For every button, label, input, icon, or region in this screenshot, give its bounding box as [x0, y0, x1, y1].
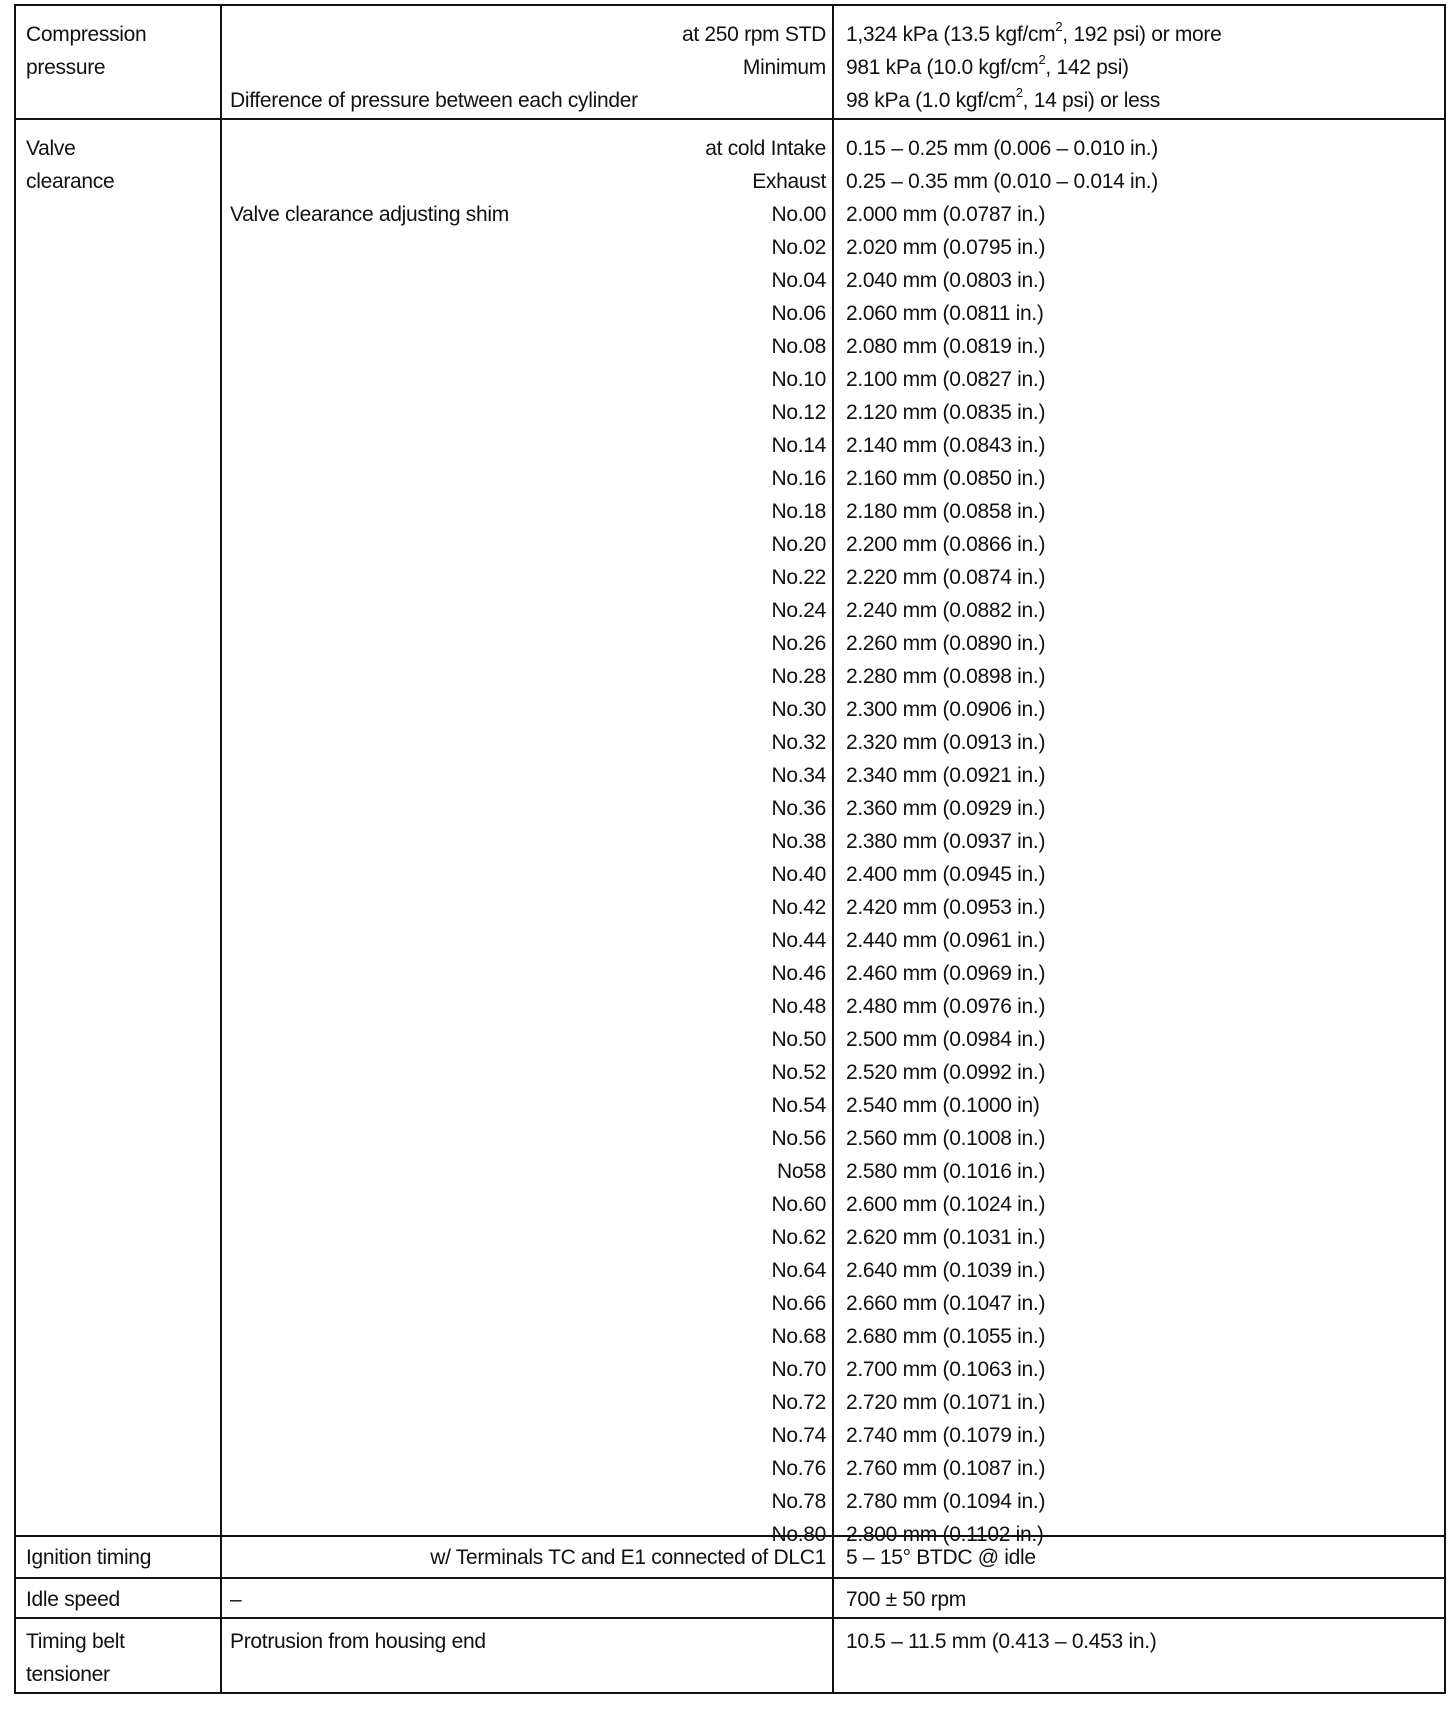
condition-right: No.42 [771, 896, 826, 919]
spec-value: 2.680 mm (0.1055 in.) [846, 1325, 1046, 1348]
condition-left: Valve clearance adjusting shim [230, 203, 509, 226]
condition-column [230, 1583, 826, 1616]
condition-column [230, 132, 826, 1551]
superscript: 2 [1015, 85, 1023, 100]
condition-row [230, 132, 826, 165]
condition-row [230, 891, 826, 924]
item-label [26, 1625, 216, 1691]
condition-row [230, 1583, 826, 1616]
condition-right: No.40 [771, 863, 826, 886]
spec-value: 2.100 mm (0.0827 in.) [846, 368, 1046, 391]
condition-row [230, 1188, 826, 1221]
condition-right: No.74 [771, 1424, 826, 1447]
condition-right: No.30 [771, 698, 826, 721]
condition-right: Minimum [742, 56, 826, 79]
condition-row [230, 1287, 826, 1320]
condition-row [230, 1023, 826, 1056]
spec-value: 2.800 mm (0.1102 in.) [846, 1523, 1044, 1546]
condition-row [230, 1452, 826, 1485]
condition-right: No.16 [771, 467, 826, 490]
spec-value: 2.140 mm (0.0843 in.) [846, 434, 1046, 457]
spec-value: 10.5 – 11.5 mm (0.413 – 0.453 in.) [846, 1630, 1157, 1653]
condition-right: No.14 [771, 434, 826, 457]
condition-right: No.56 [771, 1127, 826, 1150]
condition-row [230, 924, 826, 957]
condition-right: No.76 [771, 1457, 826, 1480]
condition-left: – [230, 1588, 242, 1611]
condition-row [230, 1353, 826, 1386]
condition-left: Difference of pressure between each cylinder [230, 89, 638, 112]
spec-value-text: , 192 psi) or more [1062, 23, 1222, 46]
spec-value: 5 – 15° BTDC @ idle [846, 1546, 1036, 1569]
spec-value: 2.120 mm (0.0835 in.) [846, 401, 1046, 424]
superscript: 2 [1055, 19, 1063, 34]
condition-right: No.18 [771, 500, 826, 523]
spec-value: 2.180 mm (0.0858 in.) [846, 500, 1046, 523]
section-timing-belt-tensioner [16, 1619, 1444, 1694]
item-label-line: Compression [26, 23, 147, 46]
condition-right: No.78 [771, 1490, 826, 1513]
condition-right: No.44 [771, 929, 826, 952]
condition-right: No.48 [771, 995, 826, 1018]
spec-value: 2.220 mm (0.0874 in.) [846, 566, 1046, 589]
condition-right: No.46 [771, 962, 826, 985]
condition-row [230, 660, 826, 693]
condition-row [230, 528, 826, 561]
item-label-line: Timing belt [26, 1630, 125, 1653]
spec-value-text: 98 kPa (1.0 kgf/cm [846, 89, 1016, 112]
condition-row [230, 264, 826, 297]
spec-value: 2.560 mm (0.1008 in.) [846, 1127, 1046, 1150]
spec-value: 2.200 mm (0.0866 in.) [846, 533, 1046, 556]
condition-row [230, 18, 826, 51]
condition-row [230, 1485, 826, 1518]
condition-right: No.70 [771, 1358, 826, 1381]
spec-value [846, 84, 1436, 117]
condition-row [230, 1541, 826, 1574]
condition-right: No.00 [771, 203, 826, 226]
condition-row [230, 363, 826, 396]
spec-value [846, 51, 1436, 84]
condition-column [230, 1541, 826, 1574]
condition-row [230, 1254, 826, 1287]
spec-value: 2.320 mm (0.0913 in.) [846, 731, 1046, 754]
condition-row [230, 84, 826, 117]
condition-row [230, 330, 826, 363]
condition-right: No.10 [771, 368, 826, 391]
condition-right: No.54 [771, 1094, 826, 1117]
spec-table [14, 4, 1446, 1694]
condition-right: at cold Intake [705, 137, 826, 160]
spec-value: 0.25 – 0.35 mm (0.010 – 0.014 in.) [846, 170, 1158, 193]
condition-right: No.60 [771, 1193, 826, 1216]
spec-value: 2.360 mm (0.0929 in.) [846, 797, 1046, 820]
spec-value: 2.080 mm (0.0819 in.) [846, 335, 1046, 358]
condition-row [230, 627, 826, 660]
spec-value: 2.440 mm (0.0961 in.) [846, 929, 1046, 952]
spec-value-text: , 14 psi) or less [1022, 89, 1160, 112]
condition-row [230, 594, 826, 627]
condition-right: No.24 [771, 599, 826, 622]
spec-value: 2.060 mm (0.0811 in.) [846, 302, 1044, 325]
spec-value: 2.000 mm (0.0787 in.) [846, 203, 1046, 226]
condition-row [230, 792, 826, 825]
spec-value: 2.640 mm (0.1039 in.) [846, 1259, 1046, 1282]
condition-row [230, 1625, 826, 1658]
condition-right: No.08 [771, 335, 826, 358]
item-label [26, 1541, 216, 1574]
condition-row [230, 1155, 826, 1188]
condition-right: No.02 [771, 236, 826, 259]
item-label-line: Idle speed [26, 1588, 120, 1611]
condition-right: No.28 [771, 665, 826, 688]
section-valve-clearance [16, 120, 1444, 1546]
spec-value: 2.600 mm (0.1024 in.) [846, 1193, 1046, 1216]
spec-value-text: 981 kPa (10.0 kgf/cm [846, 56, 1039, 79]
condition-column [230, 18, 826, 117]
condition-row [230, 1386, 826, 1419]
spec-value: 2.380 mm (0.0937 in.) [846, 830, 1046, 853]
condition-row [230, 297, 826, 330]
condition-right: No.80 [771, 1523, 826, 1546]
condition-row [230, 1089, 826, 1122]
condition-row [230, 1056, 826, 1089]
spec-value: 2.300 mm (0.0906 in.) [846, 698, 1046, 721]
spec-value: 2.280 mm (0.0898 in.) [846, 665, 1046, 688]
spec-value: 2.160 mm (0.0850 in.) [846, 467, 1046, 490]
condition-right: No.52 [771, 1061, 826, 1084]
condition-right: No.20 [771, 533, 826, 556]
condition-right: No.50 [771, 1028, 826, 1051]
item-label-line: clearance [26, 170, 115, 193]
condition-row [230, 693, 826, 726]
condition-right: No.22 [771, 566, 826, 589]
condition-row [230, 990, 826, 1023]
spec-value: 2.580 mm (0.1016 in.) [846, 1160, 1046, 1183]
spec-value: 2.520 mm (0.0992 in.) [846, 1061, 1046, 1084]
spec-value: 2.720 mm (0.1071 in.) [846, 1391, 1046, 1414]
section-ignition-timing [16, 1537, 1444, 1579]
spec-value: 2.020 mm (0.0795 in.) [846, 236, 1046, 259]
spec-value: 2.540 mm (0.1000 in) [846, 1094, 1040, 1117]
spec-value: 2.040 mm (0.0803 in.) [846, 269, 1046, 292]
condition-row [230, 1122, 826, 1155]
condition-right: Exhaust [752, 170, 826, 193]
spec-value [846, 18, 1436, 51]
spec-value: 2.620 mm (0.1031 in.) [846, 1226, 1046, 1249]
condition-row [230, 759, 826, 792]
item-label [26, 132, 216, 198]
spec-value: 2.420 mm (0.0953 in.) [846, 896, 1046, 919]
condition-right: No.06 [771, 302, 826, 325]
section-idle-speed [16, 1579, 1444, 1619]
item-label-line: Ignition timing [26, 1546, 152, 1569]
condition-right: w/ Terminals TC and E1 connected of DLC1 [430, 1546, 826, 1569]
item-label-line: pressure [26, 56, 106, 79]
condition-row [230, 726, 826, 759]
spec-value: 0.15 – 0.25 mm (0.006 – 0.010 in.) [846, 137, 1158, 160]
value-column [846, 1583, 1436, 1616]
condition-row [230, 858, 826, 891]
condition-right: No.68 [771, 1325, 826, 1348]
condition-right: No.72 [771, 1391, 826, 1414]
condition-row [230, 51, 826, 84]
spec-value: 2.760 mm (0.1087 in.) [846, 1457, 1046, 1480]
condition-right: No.04 [771, 269, 826, 292]
spec-value: 2.660 mm (0.1047 in.) [846, 1292, 1046, 1315]
condition-right: No.38 [771, 830, 826, 853]
condition-row [230, 825, 826, 858]
spec-value: 2.740 mm (0.1079 in.) [846, 1424, 1046, 1447]
condition-row [230, 1419, 826, 1452]
superscript: 2 [1038, 52, 1046, 67]
section-compression-pressure [16, 6, 1444, 120]
item-label-line: Valve [26, 137, 76, 160]
spec-value: 2.340 mm (0.0921 in.) [846, 764, 1046, 787]
condition-row [230, 396, 826, 429]
spec-value: 2.700 mm (0.1063 in.) [846, 1358, 1046, 1381]
condition-row [230, 462, 826, 495]
spec-value: 2.260 mm (0.0890 in.) [846, 632, 1046, 655]
condition-right: No.12 [771, 401, 826, 424]
condition-right: No.34 [771, 764, 826, 787]
condition-right: No.36 [771, 797, 826, 820]
condition-row [230, 1221, 826, 1254]
spec-value: 700 ± 50 rpm [846, 1588, 966, 1611]
condition-right: No.66 [771, 1292, 826, 1315]
item-label-line: tensioner [26, 1663, 110, 1686]
value-column [846, 18, 1436, 117]
condition-column [230, 1625, 826, 1658]
item-label [26, 1583, 216, 1616]
condition-row [230, 231, 826, 264]
condition-right: No.64 [771, 1259, 826, 1282]
condition-row [230, 561, 826, 594]
value-column [846, 1625, 1436, 1658]
condition-row [230, 957, 826, 990]
spec-value: 2.780 mm (0.1094 in.) [846, 1490, 1046, 1513]
spec-value: 2.480 mm (0.0976 in.) [846, 995, 1046, 1018]
condition-right: No.62 [771, 1226, 826, 1249]
spec-value: 2.460 mm (0.0969 in.) [846, 962, 1046, 985]
value-column [846, 1541, 1436, 1574]
spec-value-text: 1,324 kPa (13.5 kgf/cm [846, 23, 1056, 46]
item-label [26, 18, 216, 84]
condition-row [230, 198, 826, 231]
condition-row [230, 429, 826, 462]
condition-right: No.32 [771, 731, 826, 754]
condition-right: No58 [776, 1160, 826, 1183]
condition-row [230, 1320, 826, 1353]
spec-value-text: , 142 psi) [1045, 56, 1129, 79]
condition-row [230, 495, 826, 528]
condition-right: No.26 [771, 632, 826, 655]
value-column [846, 132, 1436, 1551]
spec-value: 2.500 mm (0.0984 in.) [846, 1028, 1046, 1051]
condition-row [230, 165, 826, 198]
spec-value: 2.240 mm (0.0882 in.) [846, 599, 1046, 622]
condition-left: Protrusion from housing end [230, 1630, 486, 1653]
spec-value: 2.400 mm (0.0945 in.) [846, 863, 1046, 886]
condition-right: at 250 rpm STD [681, 23, 826, 46]
